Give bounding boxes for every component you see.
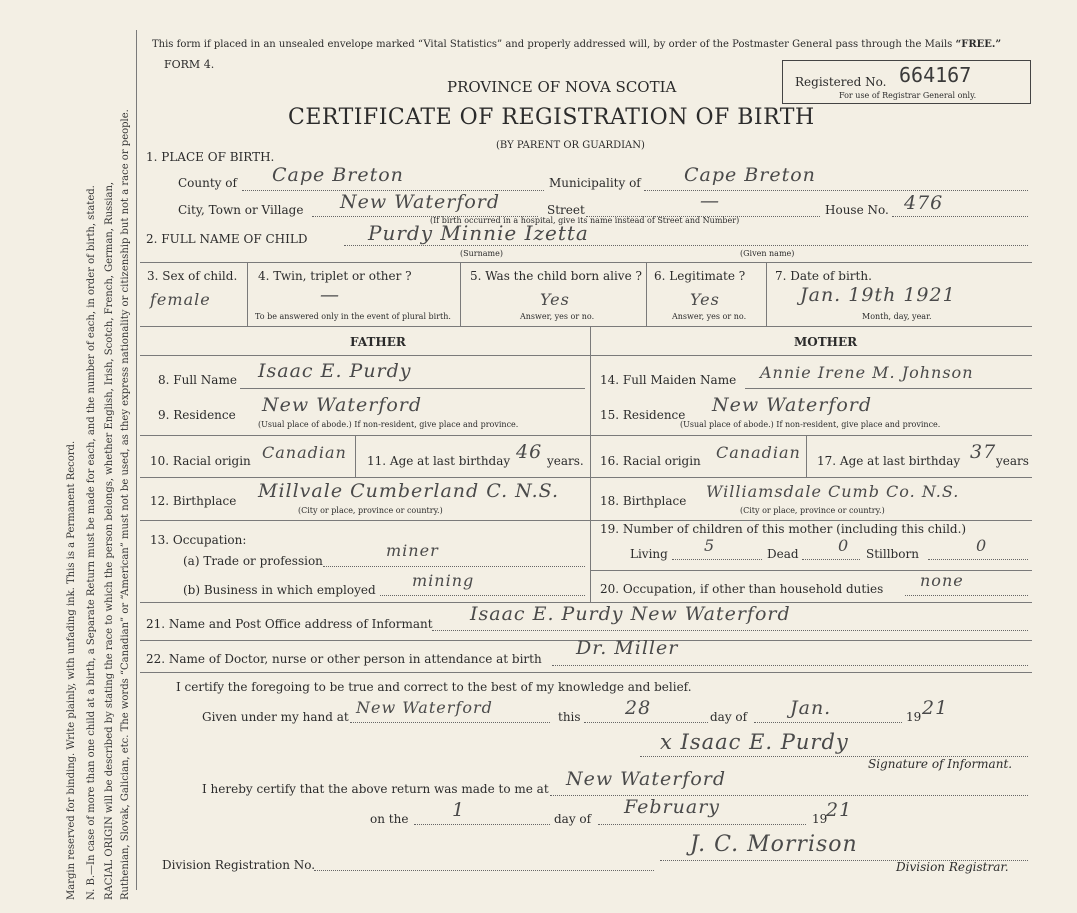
mail-note-text: This form if placed in an unsealed envelope marked “Vital Statistics” and properly addressed will, by order of the Postmaster General pass through the Mails [152,39,953,50]
mother-race-value: Canadian [716,443,801,462]
date-of-birth-note: Month, day, year. [862,312,932,321]
given-place-value: New Waterford [356,698,493,717]
father-birthplace-label: 12. Birthplace [150,494,237,508]
business-value: mining [412,571,475,590]
father-race-label: 10. Racial origin [150,454,251,468]
side-note-racial-origin-2: Ruthenian, Slovak, Galician, etc. The words “Canadian” or “American” must not be used, as they express nationality or citizenship but not a race or people. [120,109,131,900]
mail-note [152,39,1001,50]
certify-month-value: Jan. [790,697,832,719]
date-of-birth-value: Jan. 19th 1921 [800,284,956,306]
mail-note-free: “FREE.” [955,39,1002,50]
surname-note: (Surname) [460,249,503,258]
trade-value: miner [386,541,439,560]
registrar-note: For use of Registrar General only. [839,91,977,100]
certify-day-value: 28 [625,697,652,719]
municipality-label: Municipality of [549,176,641,190]
father-age-years: years. [547,454,584,468]
stillborn-label: Stillborn [866,547,919,561]
business-label: (b) Business in which employed [183,583,376,597]
registrar-day-value: 1 [452,799,466,821]
father-age-label: 11. Age at last birthday [367,454,511,468]
informant-signature-label: Signature of Informant. [868,757,1013,771]
certify-year-value: 21 [922,697,949,719]
sex-value: female [150,290,211,309]
living-value: 5 [704,536,716,555]
this-label: this [558,710,581,724]
side-note-binding: Margin reserved for binding. Write plainly, with unfading ink. This is a Permanent Record. [66,440,77,900]
stillborn-value: 0 [976,536,988,555]
father-residence-note: (Usual place of abode.) If non-resident, give place and province. [258,420,519,429]
father-age-value: 46 [516,441,543,463]
certificate-subtitle: (BY PARENT OR GUARDIAN) [496,140,645,151]
alive-value: Yes [540,290,570,309]
mother-birthplace-value: Williamsdale Cumb Co. N.S. [706,482,960,501]
father-race-value: Canadian [262,443,347,462]
mother-age-value: 37 [970,441,997,463]
child-name-value: Purdy Minnie Izetta [368,221,589,245]
county-value: Cape Breton [272,164,404,186]
registrar-signature: J. C. Morrison [690,832,858,857]
given-under-label: Given under my hand at [202,710,349,724]
registrar-on-the-label: on the [370,812,409,826]
registered-number: 664167 [899,63,972,87]
registrar-year-prefix: 19 [812,812,828,826]
province-title: PROVINCE OF NOVA SCOTIA [447,78,677,96]
children-count-label: 19. Number of children of this mother (including this child.) [600,522,967,536]
registered-label: Registered No. [795,75,887,89]
registrar-certify-text: I hereby certify that the above return was made to me at [202,782,549,796]
legitimate-note: Answer, yes or no. [672,312,747,321]
given-name-note: (Given name) [740,249,795,258]
mother-name-label: 14. Full Maiden Name [600,373,737,387]
certify-year-prefix: 19 [906,710,922,724]
date-of-birth-label: 7. Date of birth. [775,269,872,283]
alive-label: 5. Was the child born alive ? [470,269,642,283]
twin-note: To be answered only in the event of plural birth. [255,312,451,321]
side-margin-notes [0,0,150,913]
municipality-value: Cape Breton [684,164,816,186]
mother-race-label: 16. Racial origin [600,454,701,468]
side-note-plural-birth: N. B.—In case of more than one child at a birth, a Separate Return must be made for each, and the number of each, in order of birth, stated. [86,185,97,900]
mother-residence-label: 15. Residence [600,408,686,422]
registrar-year-value: 21 [826,799,853,821]
street-value: — [700,190,720,212]
registrar-place-value: New Waterford [566,768,727,790]
mother-occupation-value: none [920,571,964,590]
dead-label: Dead [767,547,799,561]
dead-value: 0 [838,536,850,555]
occupation-label: 13. Occupation: [150,533,247,547]
sex-label: 3. Sex of child. [147,269,238,283]
hospital-note: (If birth occurred in a hospital, give its name instead of Street and Number) [430,216,740,225]
father-birthplace-value: Millvale Cumberland C. N.S. [258,480,559,502]
house-label: House No. [825,203,889,217]
child-name-label: 2. FULL NAME OF CHILD [146,232,308,246]
alive-note: Answer, yes or no. [520,312,595,321]
mother-occupation-label: 20. Occupation, if other than household duties [600,582,884,596]
mother-age-years: years [996,454,1029,468]
margin-rule [136,30,137,890]
place-of-birth-label: 1. PLACE OF BIRTH. [146,150,275,164]
house-value: 476 [904,192,944,214]
informant-value: Isaac E. Purdy New Waterford [470,603,791,625]
mother-residence-note: (Usual place of abode.) If non-resident, give place and province. [680,420,941,429]
father-heading: FATHER [350,335,406,349]
mother-birthplace-label: 18. Birthplace [600,494,687,508]
twin-label: 4. Twin, triplet or other ? [258,269,412,283]
mother-residence-value: New Waterford [712,394,873,416]
city-label: City, Town or Village [178,203,304,217]
certify-text: I certify the foregoing to be true and correct to the best of my knowledge and belief. [176,680,692,694]
mother-heading: MOTHER [794,335,858,349]
informant-signature: x Isaac E. Purdy [660,730,849,754]
county-label: County of [178,176,237,190]
mother-birthplace-note: (City or place, province or country.) [740,506,885,515]
registrar-month-value: February [624,796,721,818]
living-label: Living [630,547,668,561]
father-residence-label: 9. Residence [158,408,236,422]
mother-age-label: 17. Age at last birthday [817,454,961,468]
registrar-signature-label: Division Registrar. [896,860,1009,874]
certificate-title: CERTIFICATE OF REGISTRATION OF BIRTH [288,105,815,130]
father-birthplace-note: (City or place, province or country.) [298,506,443,515]
informant-label: 21. Name and Post Office address of Informant [146,617,433,631]
side-note-racial-origin: RACIAL ORIGIN will be described by stating the race to which the person belongs, whether English, Irish, Scotch, French, German, Russian, [104,181,115,900]
twin-value: — [320,284,340,306]
doctor-value: Dr. Miller [576,637,679,659]
registrar-day-of-label: day of [554,812,592,826]
certify-day-of-label: day of [710,710,748,724]
city-value: New Waterford [340,191,501,213]
father-residence-value: New Waterford [262,394,423,416]
division-registration-label: Division Registration No. [162,858,316,872]
form-number: FORM 4. [164,58,215,71]
legitimate-value: Yes [690,290,720,309]
legitimate-label: 6. Legitimate ? [654,269,746,283]
father-name-value: Isaac E. Purdy [258,360,412,382]
doctor-label: 22. Name of Doctor, nurse or other person in attendance at birth [146,652,542,666]
trade-label: (a) Trade or profession [183,554,323,568]
father-name-label: 8. Full Name [158,373,237,387]
mother-name-value: Annie Irene M. Johnson [760,363,974,382]
registered-box [782,60,1031,104]
street-label: Street [547,203,585,217]
